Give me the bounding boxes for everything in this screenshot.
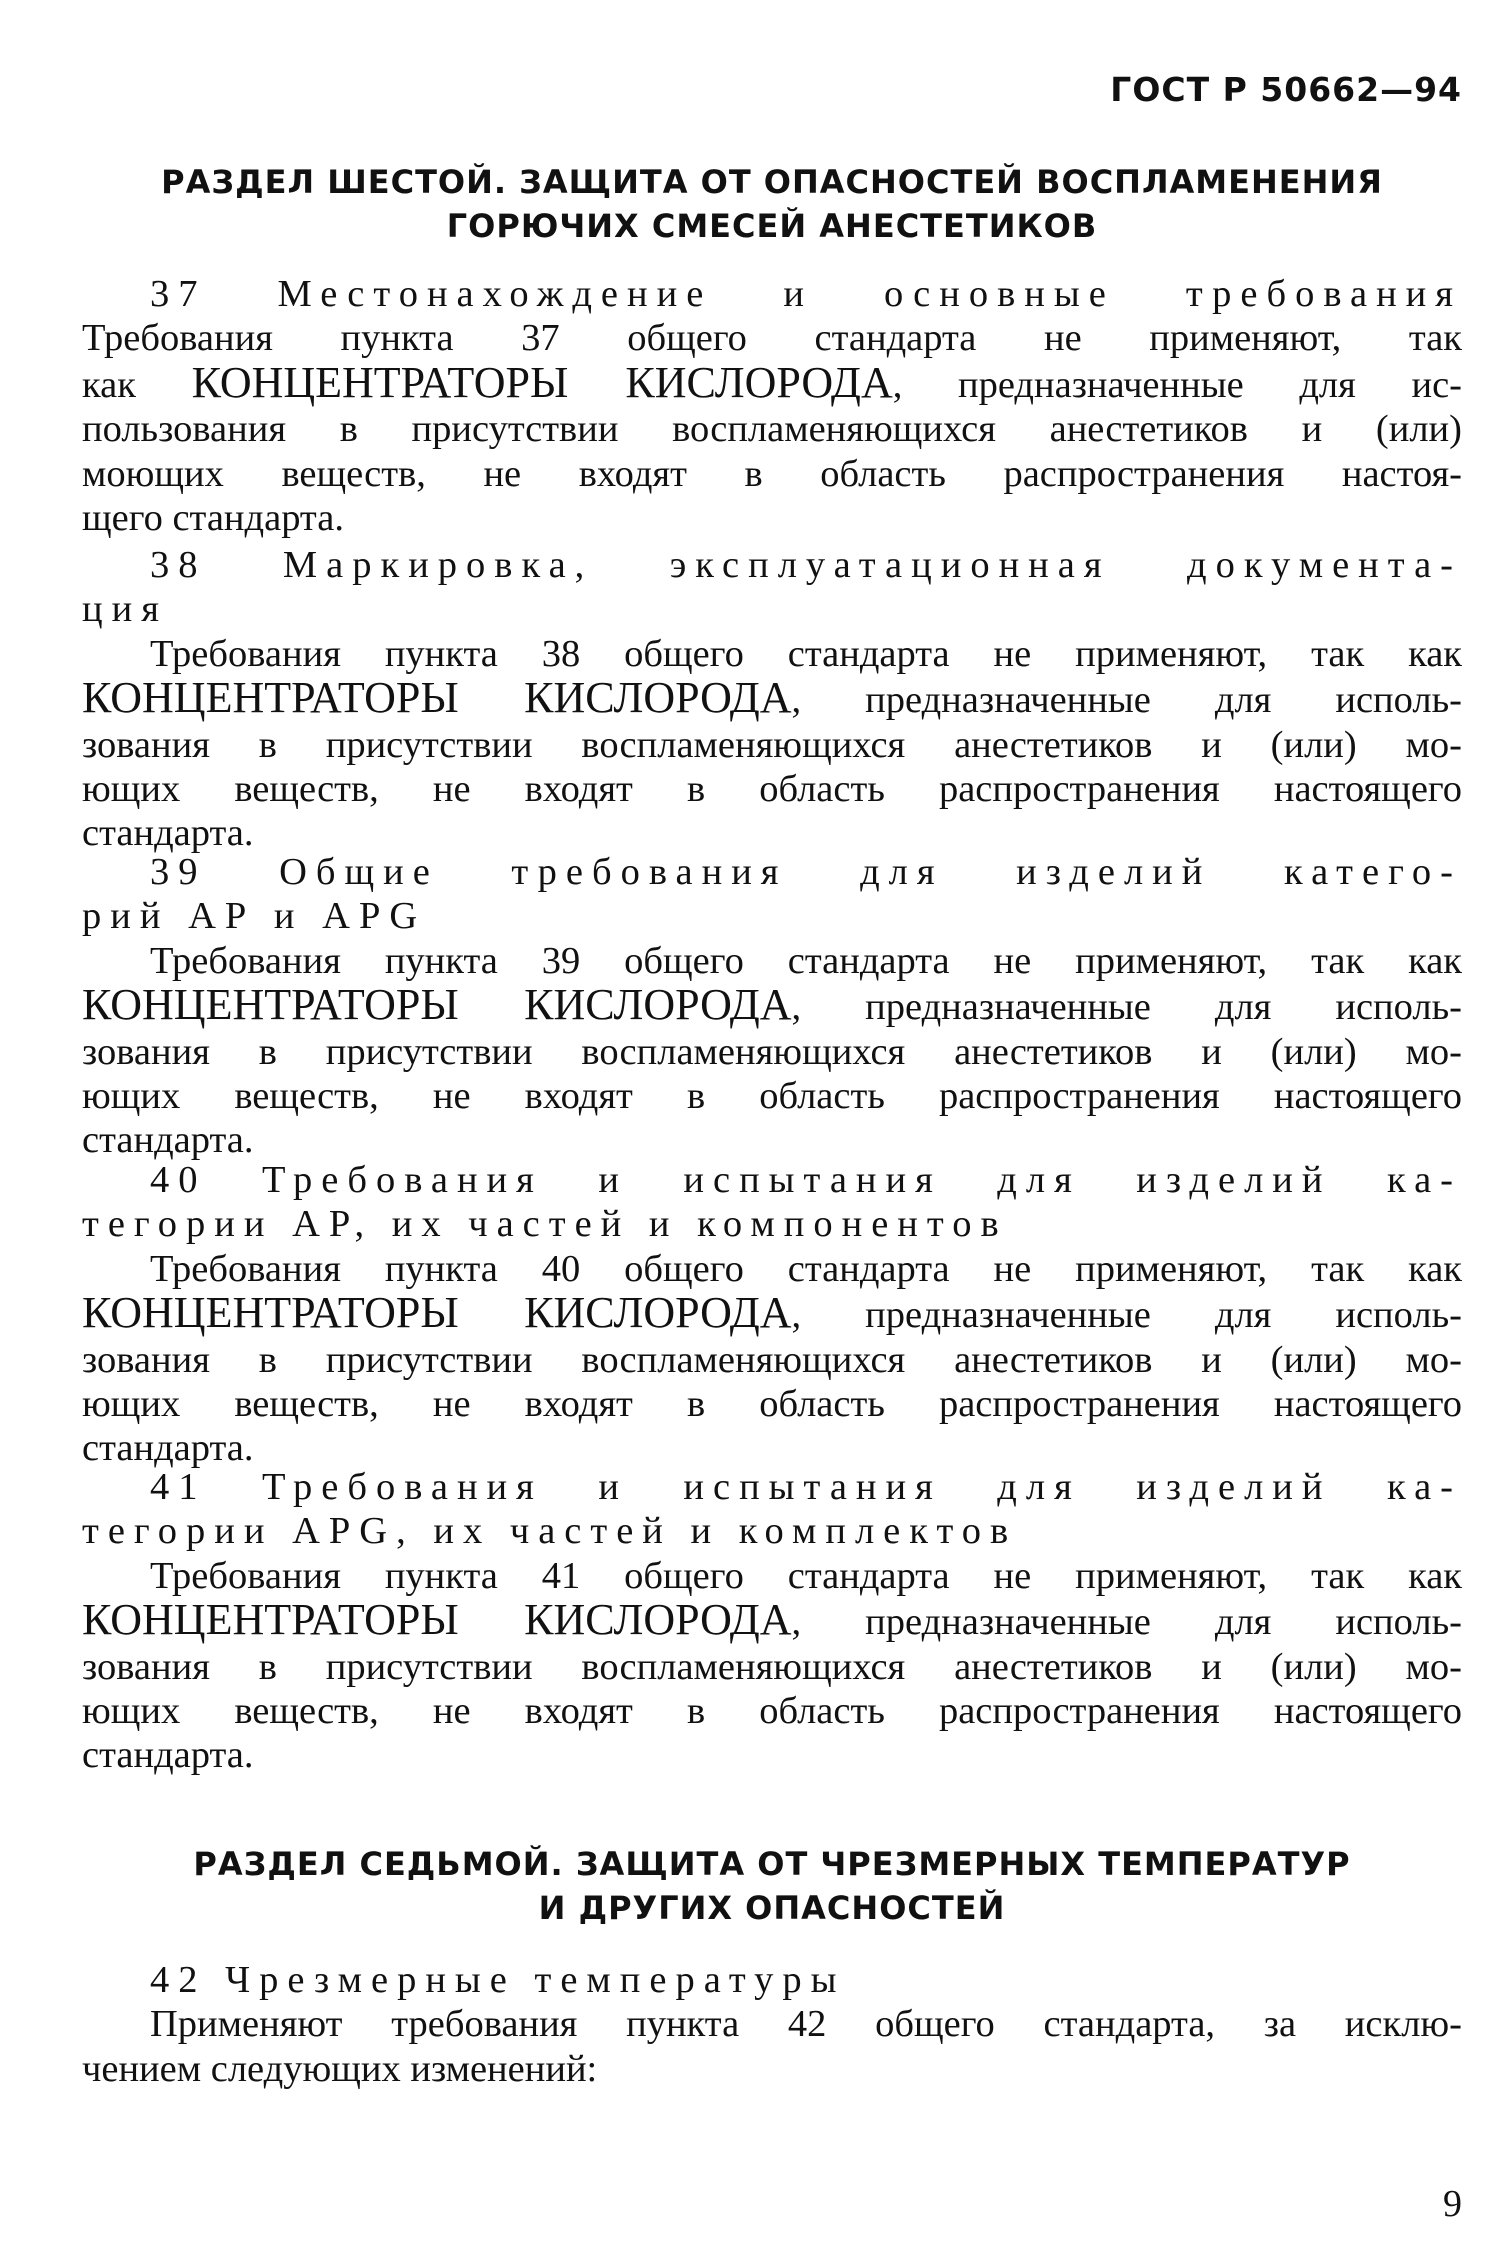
- oxygen-concentrators-term: КОНЦЕНТРАТОРЫ КИСЛОРОДА: [82, 676, 792, 723]
- section-7-title-line-1: РАЗДЕЛ СЕДЬМОЙ. ЗАЩИТА ОТ ЧРЕЗМЕРНЫХ ТЕМПЕРАТУР: [193, 1845, 1351, 1883]
- clause-37-line-1: Требования пункта 37 общего стандарта не применяют, так: [82, 317, 1462, 360]
- clause-40-line-4: ющих веществ, не входят в область распространения настоящего: [82, 1383, 1462, 1426]
- clause-39-line-2b: , предназначенные для исполь-: [791, 986, 1462, 1029]
- clause-37-line-3: пользования в присутствии воспламеняющихся анестетиков и (или): [82, 408, 1462, 451]
- clause-39-line-3: зования в присутствии воспламеняющихся анестетиков и (или) мо-: [82, 1030, 1462, 1073]
- clause-37-line-2: [82, 361, 1462, 407]
- oxygen-concentrators-term: КОНЦЕНТРАТОРЫ КИСЛОРОДА: [82, 1291, 792, 1338]
- clause-38-heading-2: ция: [82, 588, 168, 631]
- clause-41-line-2b: , предназначенные для исполь-: [791, 1601, 1462, 1644]
- clause-40-heading-1: 40 Требования и испытания для изделий ка-: [150, 1159, 1462, 1201]
- clause-37-heading: 37 Местонахождение и основные требования: [150, 273, 1462, 315]
- clause-40-heading-2: тегории АР, их частей и компонентов: [82, 1203, 1008, 1246]
- clause-39-heading-1: 39 Общие требования для изделий катего-: [150, 851, 1462, 893]
- clause-37-line-2c: , предназначенные для ис-: [892, 363, 1462, 406]
- clause-41-line-3: зования в присутствии воспламеняющихся анестетиков и (или) мо-: [82, 1645, 1462, 1688]
- clause-40-line-1: Требования пункта 40 общего стандарта не применяют, так как: [150, 1247, 1462, 1290]
- standard-code: ГОСТ Р 50662—94: [1110, 70, 1462, 109]
- clause-39-heading-2: рий АР и АРG: [82, 895, 427, 938]
- oxygen-concentrators-term: КОНЦЕНТРАТОРЫ КИСЛОРОДА: [82, 1598, 792, 1645]
- clause-38-heading-1: 38 Маркировка, эксплуатационная документа-: [150, 544, 1462, 586]
- clause-38-line-3: зования в присутствии воспламеняющихся анестетиков и (или) мо-: [82, 723, 1462, 766]
- clause-38-line-2b: , предназначенные для исполь-: [791, 679, 1462, 722]
- clause-37-line-5: щего стандарта.: [82, 497, 344, 540]
- clause-40: [82, 1158, 1462, 1471]
- clause-37: [82, 272, 1462, 540]
- section-7-title: [82, 1842, 1462, 1930]
- clause-40-line-5: стандарта.: [82, 1427, 254, 1470]
- section-6-title-line-1: РАЗДЕЛ ШЕСТОЙ. ЗАЩИТА ОТ ОПАСНОСТЕЙ ВОСПЛАМЕНЕНИЯ: [161, 163, 1383, 201]
- clause-39-line-5: стандарта.: [82, 1119, 254, 1162]
- clause-41-heading-2: тегории АРG, их частей и комплектов: [82, 1510, 1018, 1553]
- section-6-title: [82, 160, 1462, 248]
- oxygen-concentrators-term: КОНЦЕНТРАТОРЫ КИСЛОРОДА: [191, 360, 893, 407]
- clause-38-line-5: стандарта.: [82, 812, 254, 855]
- clause-41: [82, 1465, 1462, 1778]
- clause-40-line-2b: , предназначенные для исполь-: [791, 1294, 1462, 1337]
- oxygen-concentrators-term: КОНЦЕНТРАТОРЫ КИСЛОРОДА: [82, 983, 792, 1030]
- clause-38-line-4: ющих веществ, не входят в область распространения настоящего: [82, 768, 1462, 811]
- clause-38-line-1: Требования пункта 38 общего стандарта не применяют, так как: [150, 632, 1462, 675]
- clause-41-line-5: стандарта.: [82, 1734, 254, 1777]
- clause-39: [82, 850, 1462, 1163]
- section-7-title-line-2: И ДРУГИХ ОПАСНОСТЕЙ: [538, 1889, 1006, 1927]
- clause-40-line-3: зования в присутствии воспламеняющихся анестетиков и (или) мо-: [82, 1338, 1462, 1381]
- section-6-title-line-2: ГОРЮЧИХ СМЕСЕЙ АНЕСТЕТИКОВ: [446, 207, 1098, 245]
- clause-37-line-2a: как: [82, 363, 192, 406]
- clause-42-line-1: Применяют требования пункта 42 общего стандарта, за исклю-: [150, 2003, 1462, 2046]
- clause-41-line-4: ющих веществ, не входят в область распространения настоящего: [82, 1690, 1462, 1733]
- clause-38: [82, 543, 1462, 856]
- document-page: [82, 0, 1462, 2261]
- clause-41-line-1: Требования пункта 41 общего стандарта не применяют, так как: [150, 1554, 1462, 1597]
- page-number: 9: [1443, 2183, 1462, 2225]
- clause-42: [82, 1958, 1462, 2091]
- clause-37-line-4: моющих веществ, не входят в область распространения настоя-: [82, 452, 1462, 495]
- clause-41-line-2: [82, 1598, 1462, 1644]
- clause-39-line-1: Требования пункта 39 общего стандарта не применяют, так как: [150, 939, 1462, 982]
- clause-38-line-2: [82, 676, 1462, 722]
- clause-40-line-2: [82, 1291, 1462, 1337]
- clause-42-heading: 42 Чрезмерные температуры: [150, 1959, 846, 2001]
- clause-39-line-2: [82, 983, 1462, 1029]
- clause-42-line-2: чением следующих изменений:: [82, 2047, 598, 2090]
- clause-41-heading-1: 41 Требования и испытания для изделий ка-: [150, 1466, 1462, 1508]
- clause-39-line-4: ющих веществ, не входят в область распространения настоящего: [82, 1075, 1462, 1118]
